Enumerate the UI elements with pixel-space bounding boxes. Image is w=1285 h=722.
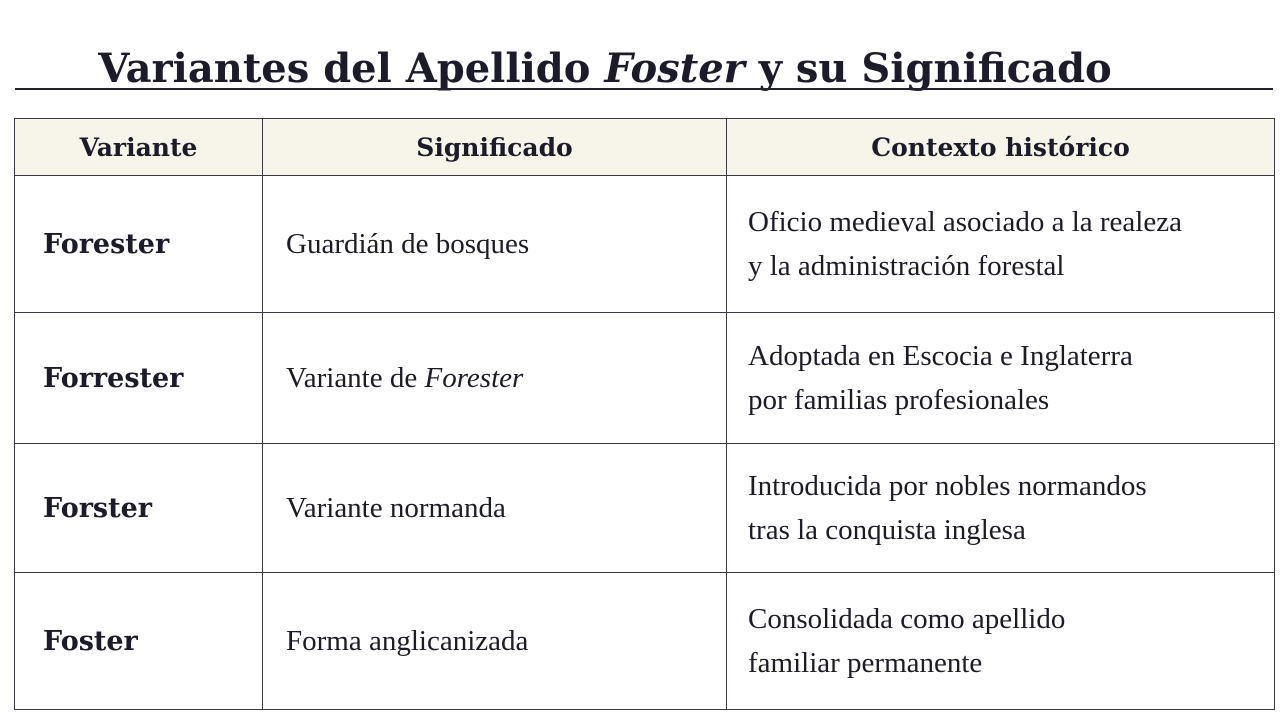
context-line-2: y la administración forestal <box>748 250 1065 282</box>
title-surname-italic: Foster <box>604 44 745 92</box>
table-header-row <box>15 119 1275 176</box>
context-line-1: Introducida por nobles normandos <box>748 470 1147 502</box>
meaning-text: Forma anglicanizada <box>286 624 529 657</box>
variant-cell: Forester <box>15 176 263 313</box>
context-line-1: Consolidada como apellido <box>748 603 1066 635</box>
context-cell <box>727 444 1275 573</box>
context-line-2: familiar permanente <box>748 647 983 679</box>
context-line-2: tras la conquista inglesa <box>748 514 1026 546</box>
meaning-cell <box>263 573 727 710</box>
meaning-cell <box>263 313 727 444</box>
meaning-cell <box>263 176 727 313</box>
table-row <box>15 573 1275 710</box>
variant-cell: Forster <box>15 444 263 573</box>
context-line-1: Adoptada en Escocia e Inglaterra <box>748 340 1133 372</box>
title-divider <box>15 88 1273 90</box>
title-text-end: y su Significado <box>744 44 1112 92</box>
meaning-text: Variante de <box>286 361 425 394</box>
context-cell <box>727 176 1275 313</box>
table-row <box>15 444 1275 573</box>
meaning-text: Guardián de bosques <box>286 227 530 260</box>
context-cell <box>727 573 1275 710</box>
context-line-2: por familias profesionales <box>748 384 1050 416</box>
table-row <box>15 176 1275 313</box>
surname-variants-table <box>14 118 1275 710</box>
context-line-1: Oficio medieval asociado a la realeza <box>748 206 1182 238</box>
header-variante: Variante <box>15 119 263 176</box>
variant-cell: Foster <box>15 573 263 710</box>
header-contexto: Contexto histórico <box>727 119 1275 176</box>
header-significado: Significado <box>263 119 727 176</box>
meaning-text: Variante normanda <box>286 491 506 524</box>
variant-cell: Forrester <box>15 313 263 444</box>
meaning-cell <box>263 444 727 573</box>
meaning-italic-text: Forester <box>424 361 524 394</box>
table-row <box>15 313 1275 444</box>
title-text-start: Variantes del Apellido <box>98 44 605 92</box>
context-cell <box>727 313 1275 444</box>
